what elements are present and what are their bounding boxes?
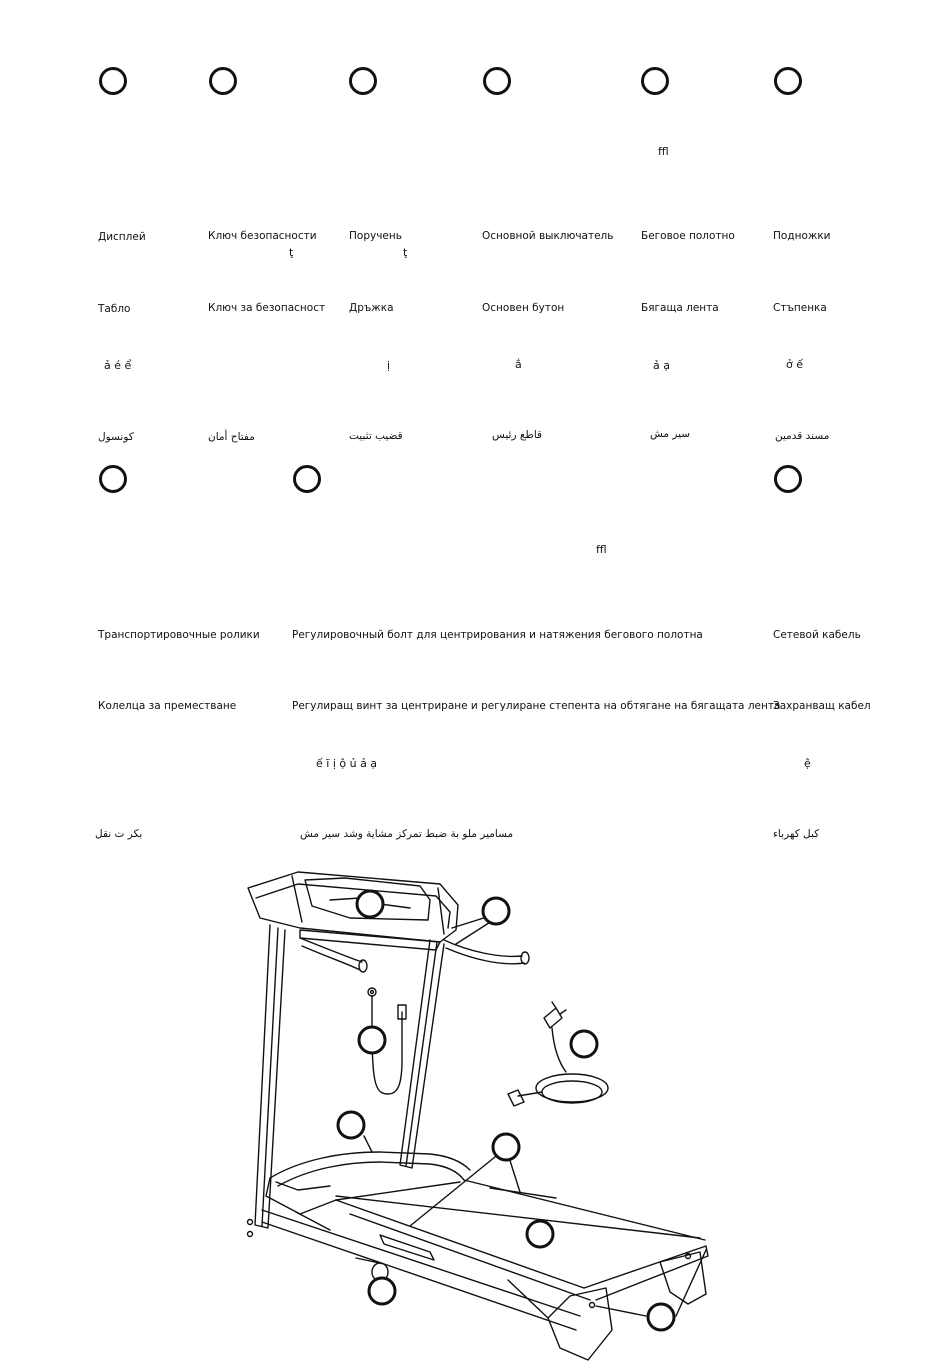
mark-vi-walking-belt: ả ạ [653, 359, 670, 372]
diagram-callout-adjustment-bolts [648, 1304, 674, 1330]
uprights-drawing [248, 925, 445, 1237]
diagram-callout-wheels [369, 1278, 395, 1304]
label-bg-adjustment-bolts: Регулиращ винт за центриране и регулиране степента на обтягане на бягащата лента [292, 700, 781, 712]
handrails-drawing [300, 938, 529, 972]
label-bg-handrail: Дръжка [349, 302, 394, 314]
label-ar-handrail: قضيب تثبيت [349, 430, 403, 442]
label-ar-foot-rails: مسند قدمين [775, 430, 830, 442]
label-ru-foot-rails: Подножки [773, 230, 831, 242]
callout-circle-foot-rails [774, 67, 802, 95]
treadmill-illustration [230, 860, 730, 1369]
callout-circle-safety-key [209, 67, 237, 95]
mark-vi-power-switch: ắ [515, 358, 522, 371]
label-ru-display: Дисплей [98, 231, 146, 243]
label-bg-safety-key: Ключ за безопасност [208, 302, 326, 314]
callout-circle-display [99, 67, 127, 95]
label-bg-power-switch: Основен бутон [482, 302, 565, 314]
diagram-callout-safety-key [359, 1027, 385, 1053]
mark-vi-display: ả é ể [104, 359, 132, 372]
label-ru-power-switch: Основной выключатель [482, 230, 614, 242]
mark-vi-handrail: ị [387, 359, 391, 372]
label-bg-walking-belt: Бягаща лента [641, 302, 719, 314]
callout-circle-transport-wheels [99, 465, 127, 493]
mark-vi-foot-rails: ở ế [786, 358, 803, 371]
label-ar-adjustment-bolts: مسامير ملو بة ضبط تمركز مشاية وشد سير مش [300, 828, 514, 840]
mark-vi-power-cord: ệ [804, 757, 811, 770]
label-ru-transport-wheels: Транспортировочные ролики [98, 629, 260, 641]
diagram-callout-console [357, 891, 383, 917]
label-ar-walking-belt: سير مش [650, 428, 691, 440]
mark-ru-handrail: ţ [403, 246, 408, 259]
diagram-callout-power-switch [338, 1112, 364, 1138]
console-drawing [248, 872, 458, 950]
label-bg-foot-rails: Стъпенка [773, 302, 827, 314]
label-ar-display: كونسول [98, 431, 134, 443]
callout-circle-power-cord [774, 465, 802, 493]
callout-circle-handrail [349, 67, 377, 95]
ligature-mark: ﬄ [596, 543, 607, 556]
label-bg-transport-wheels: Колелца за преместване [98, 700, 237, 712]
mark-ru-safety-key: ţ [289, 246, 294, 259]
callout-circle-adjustment-bolts [293, 465, 321, 493]
callout-circle-walking-belt [641, 67, 669, 95]
label-bg-display: Табло [98, 303, 131, 315]
label-ar-transport-wheels: بكر ت نقل [95, 828, 143, 840]
label-ru-adjustment-bolts: Регулировочный болт для центрирования и натяжения бегового полотна [292, 629, 703, 641]
mark-vi-adjustment-bolts: ế ĩ ị ộ ủ ả ạ [316, 757, 378, 770]
diagram-callout-power-cord [571, 1031, 597, 1057]
ligature-mark: ﬄ [658, 145, 669, 158]
label-ru-handrail: Поручень [349, 230, 402, 242]
label-ru-safety-key: Ключ безопасности [208, 230, 317, 242]
deck-drawing [262, 1152, 708, 1330]
label-ar-power-switch: قاطع رئيس [492, 429, 543, 441]
label-ar-power-cord: كبل كهرباء [773, 828, 820, 840]
diagram-callout-belt [527, 1221, 553, 1247]
leader-lines [364, 910, 706, 1316]
label-bg-power-cord: Захранващ кабел [773, 700, 871, 712]
diagram-callout-handrail [483, 898, 509, 924]
callout-circle-power-switch [483, 67, 511, 95]
diagram-callout-foot-rails [493, 1134, 519, 1160]
label-ru-power-cord: Сетевой кабель [773, 629, 861, 641]
label-ar-safety-key: مفتاح أمان [208, 431, 255, 443]
label-ru-walking-belt: Беговое полотно [641, 230, 735, 242]
